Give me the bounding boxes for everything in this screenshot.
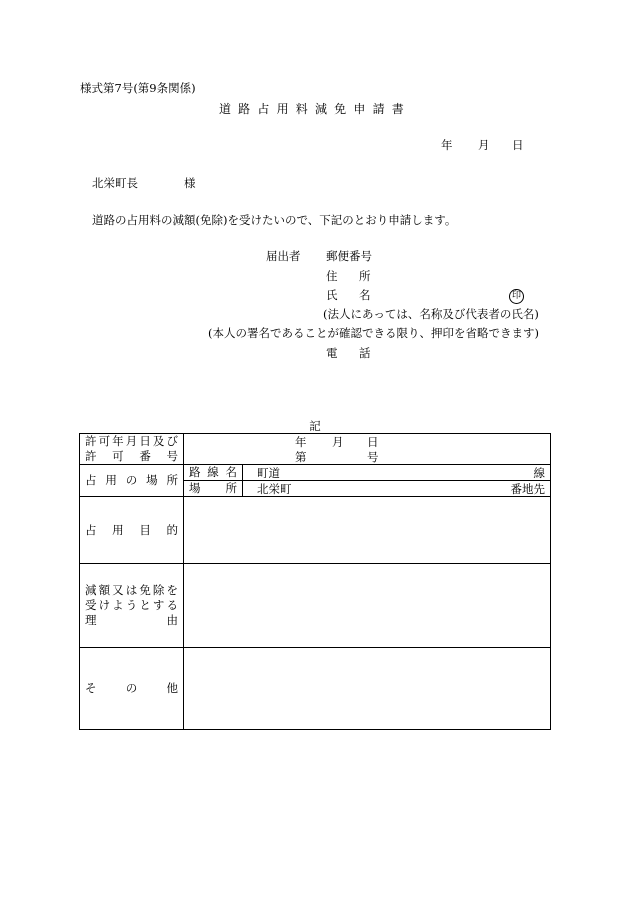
- phone-label-2: 話: [359, 346, 371, 360]
- phone-label-1: 電: [326, 346, 338, 360]
- reason-row: [80, 564, 551, 648]
- purpose-value-cell[interactable]: [184, 497, 551, 564]
- date-year: 年: [441, 138, 453, 152]
- ki-heading: 記: [309, 419, 321, 433]
- signature-note: (本人の署名であることが確認できる限り、押印を省略できます): [208, 326, 539, 340]
- name-label-2: 名: [359, 288, 371, 302]
- other-value-cell[interactable]: [184, 648, 551, 730]
- date-day: 日: [512, 138, 524, 152]
- place-sub-label-cell: 場 所: [184, 481, 243, 497]
- route-value-cell[interactable]: 町道 線: [243, 465, 551, 481]
- place-label-cell: 占 用 の 場 所: [80, 465, 184, 497]
- address-label-2: 所: [359, 269, 371, 283]
- applicant-heading: 届出者: [266, 249, 301, 263]
- name-label-1: 氏: [326, 288, 338, 302]
- corporation-note: (法人にあっては、名称及び代表者の氏名): [323, 307, 539, 321]
- postal-code-label: 郵便番号: [326, 249, 372, 263]
- addressee-honorific: 様: [184, 176, 196, 190]
- route-row: [80, 465, 551, 481]
- permit-row: [80, 434, 551, 465]
- reason-label-cell: 減 額 又 は 免 除 を 受 け よ う と す る 理 由: [80, 564, 184, 648]
- seal-mark: 印: [509, 289, 524, 304]
- permit-label-cell: 許 可 年 月 日 及 び 許 可 番 号: [80, 434, 184, 465]
- application-statement: 道路の占用料の減額(免除)を受けたいので、下記のとおり申請します。: [92, 213, 457, 227]
- address-label-1: 住: [326, 269, 338, 283]
- form-number: 様式第7号(第9条関係): [80, 81, 196, 95]
- other-row: [80, 648, 551, 730]
- application-table: [79, 433, 551, 730]
- document-title: 道路占用料減免申請書: [218, 102, 411, 116]
- addressee-name: 北栄町長: [92, 176, 138, 190]
- purpose-row: [80, 497, 551, 564]
- purpose-label-cell: 占 用 目 的: [80, 497, 184, 564]
- place-value-cell[interactable]: 北栄町 番地先: [243, 481, 551, 497]
- permit-value-cell[interactable]: 年 月 日 第 号: [184, 434, 551, 465]
- reason-value-cell[interactable]: [184, 564, 551, 648]
- route-label-cell: 路 線 名: [184, 465, 243, 481]
- date-month: 月: [478, 138, 490, 152]
- other-label-cell: そ の 他: [80, 648, 184, 730]
